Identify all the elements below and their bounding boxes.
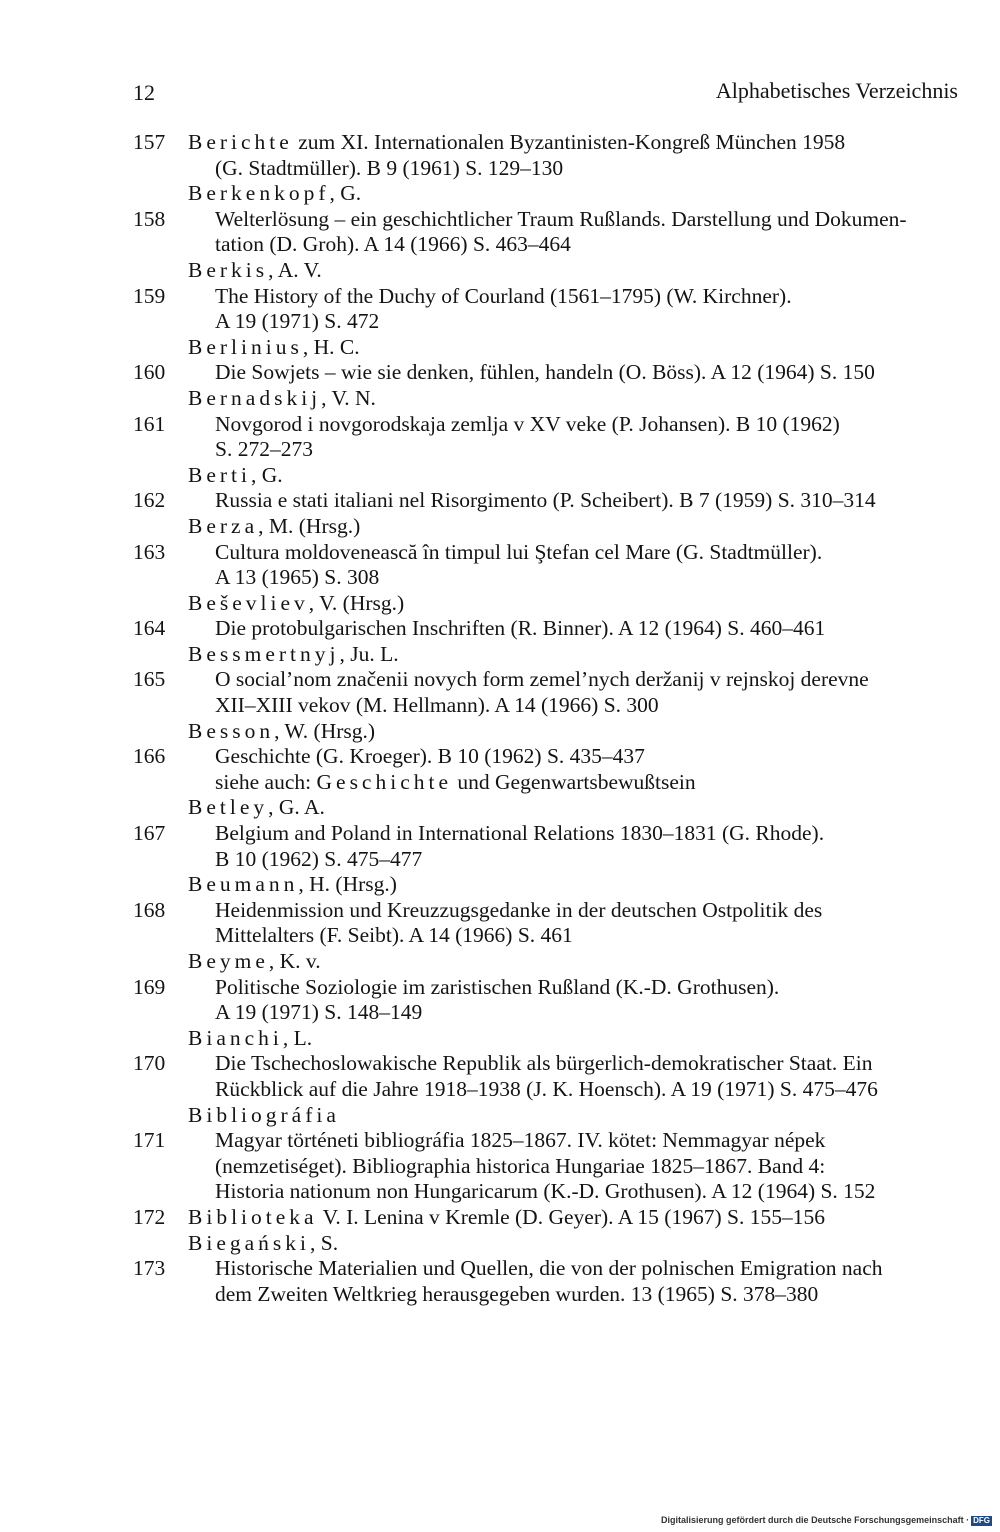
author-initials: , S. (310, 1230, 339, 1255)
entry-number: 167 (133, 821, 166, 846)
entry-continuation: (G. Stadtmüller). B 9 (1961) S. 129–130 (215, 155, 564, 180)
entry-169 (133, 975, 968, 1026)
entry-number: 171 (133, 1128, 166, 1153)
entry-163 (133, 540, 968, 591)
entry-continuation: Mittelalters (F. Seibt). A 14 (1966) S. 461 (215, 923, 573, 948)
entry-160 (133, 360, 968, 386)
entry-number: 160 (133, 360, 166, 385)
entry-158 (133, 207, 968, 258)
author-name: Beyme (188, 949, 269, 973)
entry-167 (133, 821, 968, 872)
entry-text: O social’nom značenii novych form zemel’nych deržanij v rejnskoj derevne (215, 667, 869, 692)
author-heading (133, 335, 968, 361)
entry-continuation: tation (D. Groh). A 14 (1966) S. 463–464 (215, 232, 571, 257)
entry-text: Geschichte (G. Kroeger). B 10 (1962) S. 435–437 (215, 744, 645, 769)
entry-author: Berichte (188, 130, 293, 154)
entry-continuation: A 19 (1971) S. 472 (215, 309, 380, 334)
page-number: 12 (133, 80, 155, 105)
author-name: Berkenkopf (188, 181, 330, 206)
author-name: Besson (188, 718, 275, 743)
author-name: Beumann (188, 872, 299, 897)
running-head: Alphabetisches Verzeichnis (715, 78, 958, 103)
entry-continuation: A 19 (1971) S. 148–149 (215, 1000, 423, 1025)
author-name: Berti (188, 462, 251, 487)
entry-continuation: (nemzetiséget). Bibliographia historica Hungariae 1825–1867. Band 4: (215, 1153, 826, 1178)
entry-162 (133, 488, 968, 514)
author-heading (133, 1103, 968, 1129)
entry-number: 163 (133, 539, 166, 564)
author-heading (133, 642, 968, 668)
author-initials: , G. A. (268, 795, 325, 820)
author-initials: , H. (Hrsg.) (298, 872, 397, 897)
entry-text: The History of the Duchy of Courland (1561–1795) (W. Kirchner). (215, 283, 792, 308)
entry-165 (133, 667, 968, 718)
entry-text: zum XI. Internationalen Byzantinisten-Kongreß München 1958 (292, 130, 846, 154)
entry-author: Biblioteka (188, 1204, 318, 1229)
author-heading (133, 591, 968, 617)
author-name: Bibliográfia (188, 1102, 340, 1127)
entry-number: 159 (133, 283, 166, 308)
author-initials: , W. (Hrsg.) (274, 718, 376, 743)
entry-number: 161 (133, 411, 166, 436)
entry-text: Belgium and Poland in International Relations 1830–1831 (G. Rhode). (215, 821, 825, 846)
entry-text: Cultura moldovenească în timpul lui Ştefan cel Mare (G. Stadtmüller). (215, 539, 823, 564)
author-initials: , Ju. L. (339, 641, 399, 666)
entry-number: 173 (133, 1256, 166, 1281)
entry-171 (133, 1128, 968, 1205)
entry-text: Novgorod i novgorodskaja zemlja v XV veke (P. Johansen). B 10 (1962) (215, 411, 840, 436)
author-heading (133, 795, 968, 821)
author-initials: , L. (282, 1025, 313, 1050)
entry-text: Die Sowjets – wie sie denken, fühlen, handeln (O. Böss). A 12 (1964) S. 150 (215, 360, 875, 385)
entry-continuation: A 13 (1965) S. 308 (215, 565, 380, 590)
author-heading (133, 258, 968, 284)
author-heading (133, 949, 968, 975)
entry-157 (133, 130, 968, 181)
entry-text: Die protobulgarischen Inschriften (R. Binner). A 12 (1964) S. 460–461 (215, 616, 826, 641)
author-heading (133, 514, 968, 540)
author-initials: , V. N. (321, 385, 376, 410)
author-heading (133, 386, 968, 412)
entry-text: Politische Soziologie im zaristischen Rußland (K.-D. Grothusen). (215, 974, 780, 999)
entry-text: Magyar történeti bibliográfia 1825–1867. IV. kötet: Nemmagyar népek (215, 1128, 826, 1153)
entry-continuation: S. 272–273 (215, 437, 313, 462)
entry-173 (133, 1256, 968, 1307)
author-heading (133, 463, 968, 489)
author-initials: , H. C. (302, 334, 360, 359)
entry-continuation: XII–XIII vekov (M. Hellmann). A 14 (1966) S. 300 (215, 693, 659, 718)
credit-text: Digitalisierung gefördert durch die Deutsche Forschungsgemeinschaft · (661, 1515, 970, 1525)
author-name: Biegański (188, 1230, 310, 1255)
entry-continuation: Historia nationum non Hungaricarum (K.-D. Grothusen). A 12 (1964) S. 152 (215, 1179, 876, 1204)
author-heading (133, 1026, 968, 1052)
see-also-rest: und Gegenwartsbewußtsein (452, 769, 696, 794)
entry-text: Russia e stati italiani nel Risorgimento (P. Scheibert). B 7 (1959) S. 310–314 (215, 488, 876, 513)
entry-text: V. I. Lenina v Kremle (D. Geyer). A 15 (1967) S. 155–156 (317, 1204, 825, 1229)
entry-number: 172 (133, 1204, 166, 1229)
author-heading (133, 872, 968, 898)
author-initials: , M. (Hrsg.) (258, 513, 361, 538)
see-also-term: Geschichte (316, 769, 453, 794)
author-name: Bessmertnyj (188, 641, 340, 666)
entry-164 (133, 616, 968, 642)
entry-number: 169 (133, 974, 166, 999)
entry-continuation: dem Zweiten Weltkrieg herausgegeben wurden. 13 (1965) S. 378–380 (215, 1281, 819, 1306)
see-also-prefix: siehe auch: (215, 769, 317, 794)
entry-text: Heidenmission und Kreuzzugsgedanke in der deutschen Ostpolitik des (215, 897, 823, 922)
author-name: Berkis (188, 257, 269, 282)
author-name: Berza (188, 513, 259, 538)
author-initials: , G. (329, 181, 362, 206)
entry-172 (133, 1205, 968, 1231)
author-initials: , K. v. (268, 949, 321, 973)
dfg-logo: DFG (973, 1516, 990, 1525)
index-entries (133, 130, 968, 1307)
entry-number: 157 (133, 130, 166, 154)
digitization-credit (661, 1515, 992, 1526)
entry-159 (133, 284, 968, 335)
entry-number: 158 (133, 206, 166, 231)
entry-168 (133, 898, 968, 949)
entry-continuation: Rückblick auf die Jahre 1918–1938 (J. K. Hoensch). A 19 (1971) S. 475–476 (215, 1076, 878, 1101)
entry-166 (133, 744, 968, 795)
author-name: Bernadskij (188, 385, 322, 410)
author-heading (133, 719, 968, 745)
author-name: Bianchi (188, 1025, 283, 1050)
entry-continuation: B 10 (1962) S. 475–477 (215, 846, 423, 871)
entry-161 (133, 412, 968, 463)
entry-text: Welterlösung – ein geschichtlicher Traum Rußlands. Darstellung und Dokumen- (215, 206, 907, 231)
author-heading (133, 181, 968, 207)
entry-text: Die Tschechoslowakische Republik als bürgerlich-demokratischer Staat. Ein (215, 1051, 873, 1076)
entry-number: 164 (133, 616, 166, 641)
entry-number: 162 (133, 488, 166, 513)
author-initials: , V. (Hrsg.) (308, 590, 405, 615)
author-name: Beševliev (188, 590, 309, 615)
author-name: Berlinius (188, 334, 303, 359)
author-initials: , G. (251, 462, 283, 487)
entry-text: Historische Materialien und Quellen, die von der polnischen Emigration nach (215, 1256, 883, 1281)
entry-number: 170 (133, 1051, 166, 1076)
author-heading (133, 1231, 968, 1257)
entry-number: 168 (133, 897, 166, 922)
author-name: Betley (188, 795, 269, 820)
author-initials: , A. V. (268, 257, 322, 282)
entry-number: 165 (133, 667, 166, 692)
entry-number: 166 (133, 744, 166, 769)
entry-170 (133, 1051, 968, 1102)
